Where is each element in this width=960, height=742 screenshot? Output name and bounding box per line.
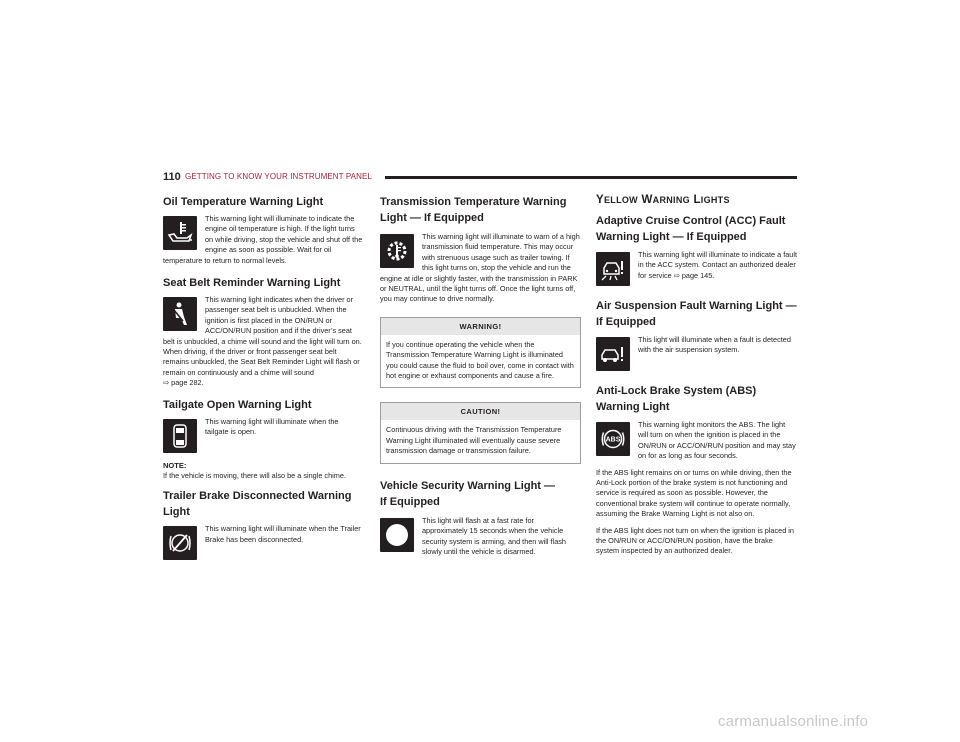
page-number: 110 — [163, 171, 181, 183]
vehicle-security-text: This light will flash at a fast rate for approximately 15 seconds when the vehicle security system is arming, and then will flash slowly until the vehicle is disarmed. — [422, 515, 566, 556]
header-rule — [385, 176, 797, 179]
abs-heading-line1: Anti-Lock Brake System (ABS) — [596, 385, 757, 397]
watermark: carmanualsonline.info — [718, 713, 869, 730]
abs-text: This warning light monitors the ABS. The light will turn on when the ignition is placed in the ON/RUN or ACC/ON/RUN position and may stay on for as long as four seconds. — [638, 420, 796, 461]
acc-fault-heading-line2: Warning Light — If Equipped — [596, 231, 747, 243]
oil-temp-text: This warning light will illuminate to indicate the engine oil temperature is high. If the light turns on while driving, stop the vehicle and shut off the engine as soon as possible. Wait for oil temperature to return to normal levels. — [163, 214, 363, 265]
yellow-warning-lights-heading — [596, 194, 797, 206]
abs-icon-text: ABS — [605, 436, 621, 444]
acc-fault-text: This warning light will illuminate to indicate a fault in the ACC system. Contact an authorized dealer for service — [638, 250, 797, 280]
ref-arrow: ⇨ — [163, 378, 170, 388]
air-suspension-heading-line2: If Equipped — [596, 316, 656, 328]
acc-fault-heading-line1: Adaptive Cruise Control (ACC) Fault — [596, 215, 786, 227]
column-2 — [380, 194, 581, 557]
caution-title: CAUTION! — [381, 403, 580, 420]
trailer-brake-heading: Trailer Brake Disconnected Warning Light — [163, 490, 352, 519]
note-label: NOTE: — [163, 460, 187, 470]
abs-paragraph-3: If the ABS light does not turn on when the ignition is placed in the ON/RUN or ACC/ON/RUN position, have the brake system inspected by an authorized dealer. — [596, 525, 794, 556]
air-suspension-text: This light will illuminate when a fault is detected with the air suspension system. — [638, 335, 791, 355]
heading-sc-arning: ARNING — [652, 195, 690, 205]
vehicle-security-heading-line2: If Equipped — [380, 495, 440, 508]
ref-arrow: ⇨ — [673, 270, 680, 280]
air-suspension-heading — [596, 298, 797, 330]
page-header — [163, 171, 797, 185]
acc-fault-icon — [596, 252, 630, 286]
heading-sc-ights: IGHTS — [700, 195, 730, 205]
oil-temperature-icon — [163, 216, 197, 250]
column-3 — [596, 194, 797, 557]
abs-paragraph-2: If the ABS light remains on or turns on while driving, then the Anti-Lock portion of the brake system is not functioning and service is required as soon as possible. However, the conventional brake system will continue to operate normally, assuming the Brake Warning Light is not also on. — [596, 467, 792, 519]
heading-cap-y: Y — [596, 194, 604, 206]
transmission-temperature-icon — [380, 234, 414, 268]
tailgate-text: This warning light will illuminate when the tailgate is open. — [205, 416, 339, 437]
air-suspension-heading-line1: Air Suspension Fault Warning Light — — [596, 300, 797, 312]
trans-temp-heading — [380, 194, 581, 226]
vehicle-security-heading — [380, 478, 581, 510]
trailer-brake-text: This warning light will illuminate when the Trailer Brake has been disconnected. — [205, 524, 361, 544]
seatbelt-text: This warning light indicates when the driver or passenger seat belt is unbuckled. When the ignition is first placed in the ON/RUN or ACC/ON/RUN position and if the driver’s seat belt is unbuckled, a chime will sound and the light will turn on. When driving, if the driver or front passenger seat belt remains unbuckled, the Seat Belt Reminder Light will flash or remain on continuously and a chime will sound — [163, 295, 362, 377]
caution-text: Continuous driving with the Transmission Temperature Warning Light illuminated will eventually cause severe transmission damage or transmission failure. — [386, 425, 562, 456]
oil-temp-heading: Oil Temperature Warning Light — [163, 196, 324, 208]
vehicle-security-heading-line1: Vehicle Security Warning Light — — [380, 479, 556, 492]
heading-sc-ellow: ELLOW — [603, 195, 638, 205]
warning-title: WARNING! — [381, 318, 580, 335]
acc-fault-heading — [596, 213, 797, 245]
warning-box — [380, 317, 581, 389]
abs-heading-line2: Warning Light — [596, 401, 670, 413]
trailer-brake-icon — [163, 526, 197, 560]
section-title: GETTING TO KNOW YOUR INSTRUMENT PANEL — [185, 172, 372, 181]
trans-temp-heading-line2: Light — If Equipped — [380, 212, 484, 224]
seatbelt-heading: Seat Belt Reminder Warning Light — [163, 277, 341, 290]
tailgate-icon — [163, 419, 197, 453]
tailgate-heading: Tailgate Open Warning Light — [163, 398, 312, 411]
vehicle-security-icon — [380, 518, 414, 552]
seatbelt-page-ref: page 282. — [171, 378, 204, 388]
heading-cap-l: L — [693, 194, 701, 206]
air-suspension-icon — [596, 337, 630, 371]
seatbelt-icon — [163, 297, 197, 331]
abs-icon — [596, 422, 630, 456]
trans-temp-text: This warning light will illuminate to warn of a high transmission fluid temperature. This may occur with strenuous usage such as trailer towing. If this light turns on, stop the vehicle and run the engine at idle or slightly faster, with the transmission in PARK or NEUTRAL, until the light turns off. Once the light turns off, you may continue to drive normally. — [380, 232, 580, 304]
caution-box — [380, 402, 581, 463]
heading-cap-w: W — [641, 194, 653, 206]
note-text: If the vehicle is moving, there will also be a single chime. — [163, 470, 346, 480]
column-1 — [163, 194, 363, 562]
abs-heading — [596, 383, 797, 415]
warning-text: If you continue operating the vehicle when the Transmission Temperature Warning Light is illuminated you could cause the fluid to boil over, come in contact with hot engine or exhaust components and cause a fire. — [386, 339, 574, 381]
acc-page-ref: page 145. — [681, 270, 715, 280]
trans-temp-heading-line1: Transmission Temperature Warning — [380, 196, 567, 208]
